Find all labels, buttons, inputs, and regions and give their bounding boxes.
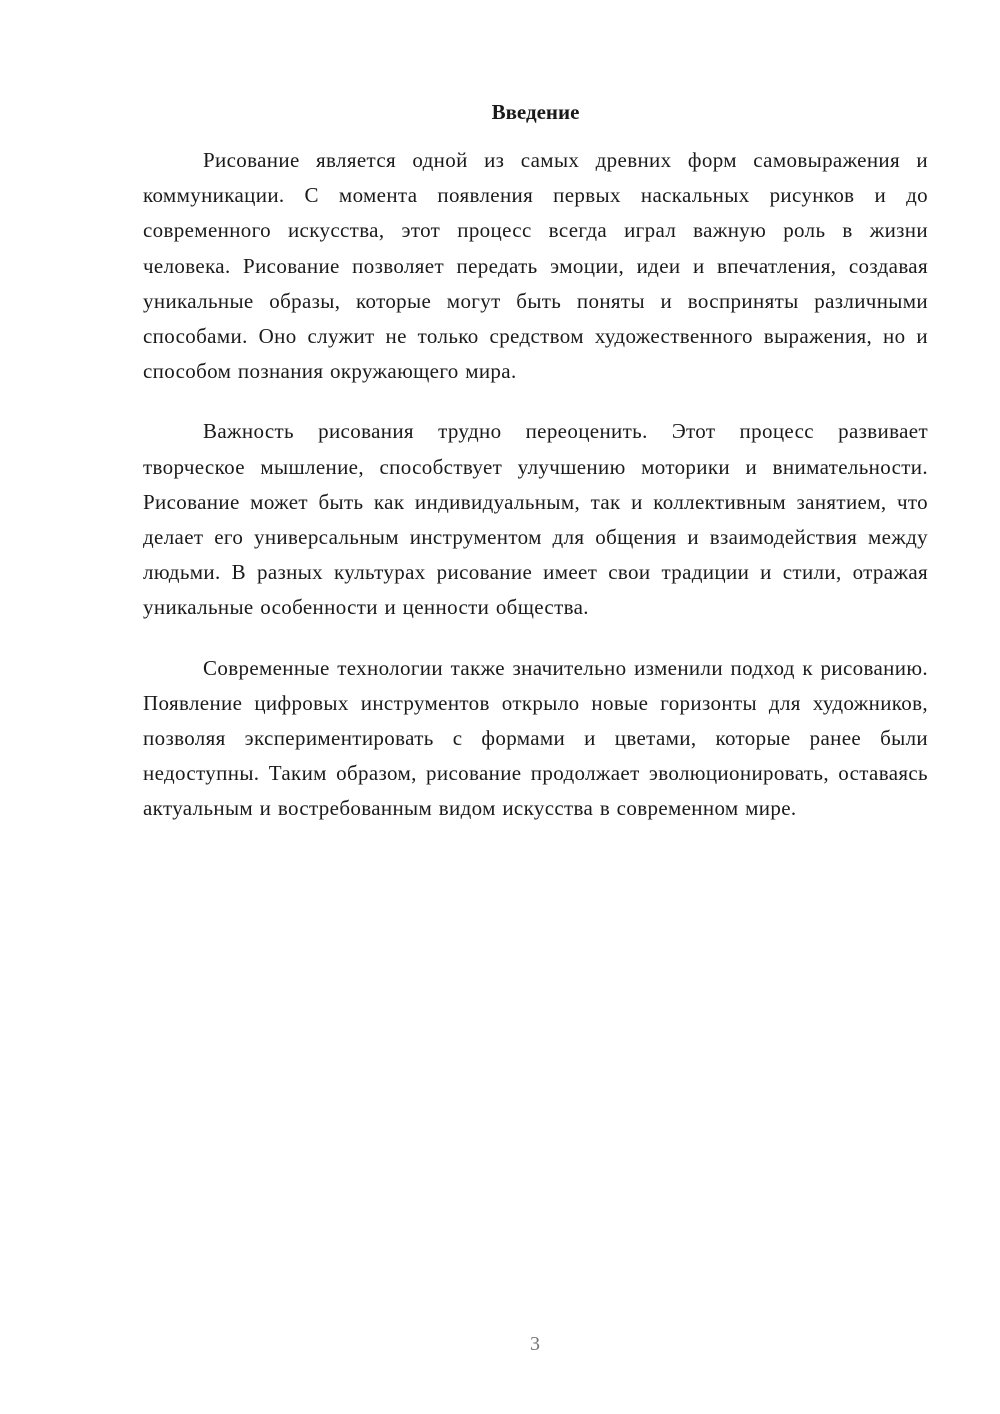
paragraph-1: Рисование является одной из самых древних форм самовыражения и коммуникации. С момента появления первых наскальных рисунков и до современного искусства, этот процесс всегда играл важную роль в жизни человека. Рисование позволяет передать эмоции, идеи и впечатления, создавая уникальные образы, которые могут быть поняты и восприняты различными способами. Оно служит не только средством художественного выражения, но и способом познания окружающего мира. [143,148,928,384]
page-number: 3 [530,1333,540,1355]
page-title: Введение [491,100,580,124]
paragraph-3: Современные технологии также значительно изменили подход к рисованию. Появление цифровых инструментов открыло новые горизонты для художников, позволяя экспериментировать с формами и цветами, которые ранее были недоступны. Таким образом, рисование продолжает эволюционировать, оставаясь актуальным и востребованным видом искусства в современном мире. [143,655,928,821]
paragraph-2: Важность рисования трудно переоценить. Этот процесс развивает творческое мышление, способствует улучшению моторики и внимательности. Рисование может быть как индивидуальным, так и коллективным занятием, что делает его универсальным инструментом для общения и взаимодействия между людьми. В разных культурах рисование имеет свои традиции и стили, отражая уникальные особенности и ценности общества. [143,419,928,620]
body-text [143,143,928,852]
